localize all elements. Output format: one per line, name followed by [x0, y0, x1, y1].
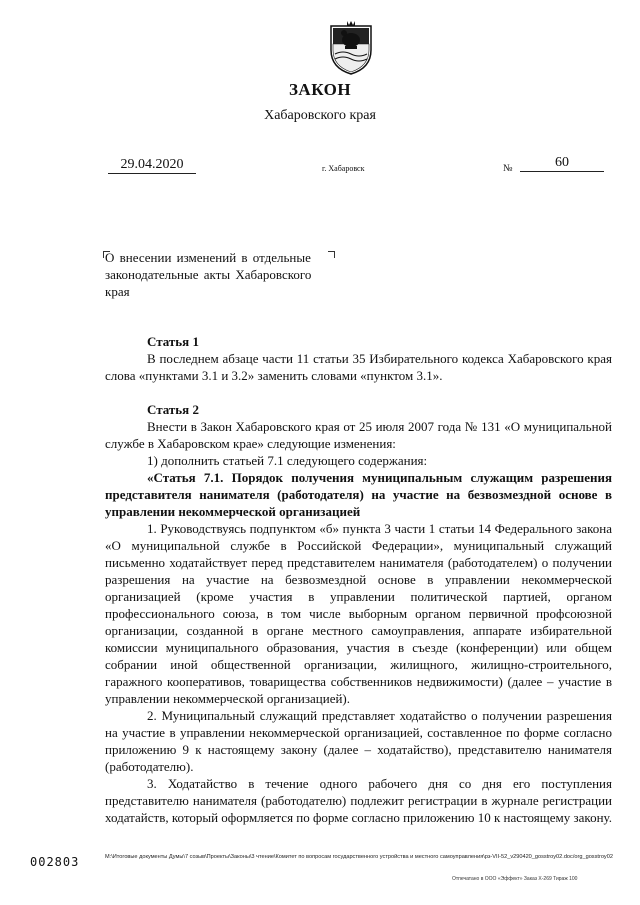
law-subject-text: О внесении изменений в отдельные законодательные акты Хабаровского края	[105, 250, 312, 299]
new-article-paragraph-3: 3. Ходатайство в течение одного рабочего дня со дня его поступления представителю нанимателя (работодателю) подлежит регистрации в журнале регистрации ходатайств, который оформляется по форме согласно приложению 10 к настоящему закону.	[105, 776, 612, 825]
print-info: Отпечатано в ООО «Эффект» Заказ Х-269 Тираж 100	[452, 876, 578, 882]
law-date: 29.04.2020	[108, 157, 196, 174]
article-2-heading: Статья 2	[147, 402, 199, 417]
new-article-title: «Статья 7.1. Порядок получения муниципальным служащим разрешения представителя нанимателя (работодателя) на участие на безвозмездной основе в управлении некоммерческой организацией	[105, 470, 612, 519]
document-subtitle: Хабаровского края	[264, 108, 376, 123]
bracket-corner-right	[328, 251, 335, 258]
document-stamp-number: 002803	[30, 855, 80, 869]
law-body	[105, 333, 612, 826]
article-2-intro: Внести в Закон Хабаровского края от 25 июля 2007 года № 131 «О муниципальной службе в Хабаровском крае» следующие изменения:	[105, 419, 612, 451]
article-1-text: В последнем абзаце части 11 статьи 35 Избирательного кодекса Хабаровского края слова «пунктами 3.1 и 3.2» заменить словами «пунктом 3.1».	[105, 351, 612, 383]
bracket-corner-left	[103, 251, 110, 258]
number-sign: №	[503, 163, 513, 174]
article-2-item-1: 1) дополнить статьей 7.1 следующего содержания:	[147, 453, 428, 468]
coat-of-arms-icon	[327, 20, 375, 76]
article-1-heading: Статья 1	[147, 334, 199, 349]
new-article-paragraph-1: 1. Руководствуясь подпунктом «б» пункта 3 части 1 статьи 14 Федерального закона «О муниципальной службе в Российской Федерации», муниципальный служащий письменно ходатайствует перед представителем нанимателя (работодателем) о получении разрешения на участие на безвозмездной основе в управлении некоммерческой организацией (кроме участия в управлении политической партией, органом профессионального союза, в том числе выборным органом первичной профсоюзной организации, созданной в органе местного самоуправления, аппарате избирательной комиссии муниципального образования, участия в съезде (конференции) или общем собрании иной общественной организации, жилищного, жилищно-строительного, гаражного кооперативов, товарищества собственников недвижимости) (далее – участие в управлении некоммерческой организацией).	[105, 521, 612, 706]
law-number: 60	[520, 155, 604, 172]
document-title: ЗАКОН	[288, 80, 352, 99]
law-city: г. Хабаровск	[322, 164, 365, 173]
law-subject	[105, 249, 337, 300]
new-article-paragraph-2: 2. Муниципальный служащий представляет ходатайство о получении разрешения на участие в управлении некоммерческой организацией, составленное по форме согласно приложению 9 к настоящему закону (далее – ходатайство), представителю нанимателя (работодателю).	[105, 708, 612, 774]
file-path-footer: M:\Итоговые документы Думы\7 созыв\Проекты\Законы\3 чтение\Комитет по вопросам государственного устройства и местного самоуправления\рз-VII-52_v290420_gosstroy02.doc/org_gosstroy02	[105, 854, 613, 860]
